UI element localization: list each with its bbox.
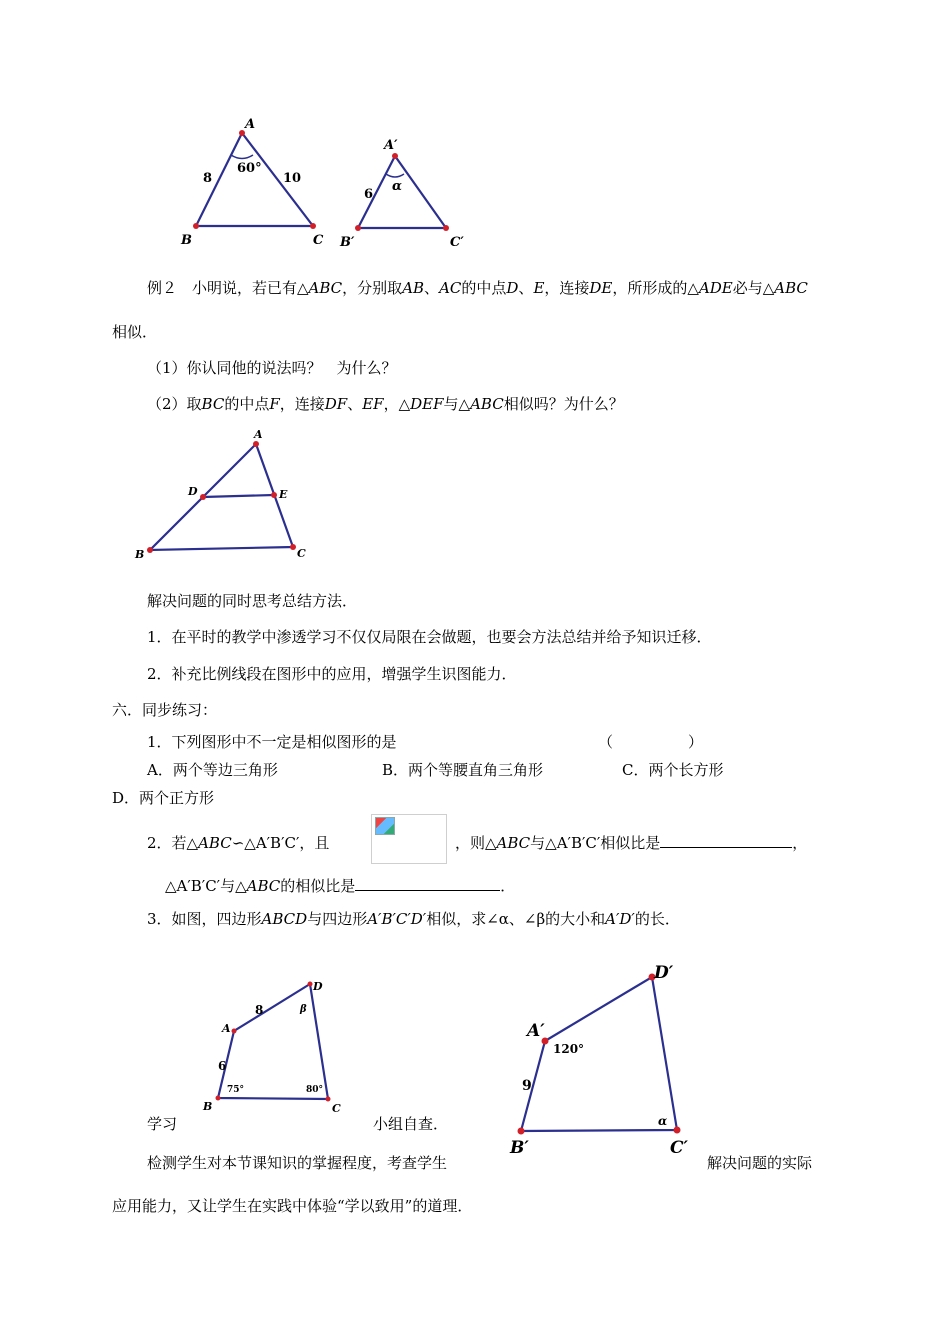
angle-alpha: α <box>392 179 403 194</box>
angle-c-value: 80° <box>306 1085 324 1095</box>
side-ab-prime-length: 6 <box>364 187 374 202</box>
method-point1: 1．在平时的教学中渗透学习不仅仅局限在会做题，也要会方法总结并给予知识迁移． <box>147 628 712 646</box>
side-ab-length: 8 <box>203 171 213 186</box>
vertex-b-prime: B′ <box>340 235 355 250</box>
vertex-b-prime: B′ <box>510 1138 529 1158</box>
angle-b-value: 75° <box>227 1085 245 1095</box>
question1-text: 1．下列图形中不一定是相似图形的是 <box>147 733 397 751</box>
vertex-b: B <box>181 233 192 248</box>
figure-quadrilaterals <box>0 950 950 1170</box>
group-selfcheck: 小组自查． <box>373 1115 449 1133</box>
vertex-a-prime: A′ <box>527 1021 545 1041</box>
question1-answer-paren: （ ） <box>598 733 704 751</box>
image-icon <box>375 817 395 835</box>
assessment-line1: 检测学生对本节课知识的掌握程度，考查学生 <box>147 1154 448 1172</box>
method-point2: 2．补充比例线段在图形中的应用，增强学生识图能力． <box>147 665 517 683</box>
example2-line2: 相似． <box>112 323 158 341</box>
question1-option-b: B．两个等腰直角三角形 <box>382 761 544 779</box>
side-ad-length: 8 <box>255 1003 264 1017</box>
vertex-b: B <box>203 1100 213 1113</box>
section6-heading: 六．同步练习： <box>112 701 218 719</box>
figure-midline-triangle <box>0 420 950 570</box>
angle-a-value: 60° <box>237 161 262 176</box>
vertex-c: C <box>297 547 306 560</box>
vertex-a: A <box>245 117 256 132</box>
example2-question2: （2）取BC的中点F，连接DF、EF，△DEF与△ABC相似吗？为什么？ <box>147 395 624 413</box>
question2-line1-rest: ，则△ABC与△A′B′C′相似比是 ， <box>455 834 808 852</box>
side-ab-prime-length: 9 <box>522 1078 532 1094</box>
example2-question1: （1）你认同他的说法吗？ 为什么？ <box>147 359 397 377</box>
vertex-b: B <box>135 548 145 561</box>
question1-option-d: D．两个正方形 <box>112 789 215 807</box>
vertex-c-prime: C′ <box>670 1138 689 1158</box>
assessment-line1-end: 解决问题的实际 <box>707 1154 813 1172</box>
angle-alpha: α <box>658 1114 668 1128</box>
answer-blank-2[interactable] <box>355 876 500 891</box>
vertex-a: A <box>222 1022 231 1035</box>
angle-a-prime-value: 120° <box>553 1042 585 1056</box>
example2-line1: 例２ 小明说，若已有△ABC，分别取AB、AC的中点D、E，连接DE，所形成的△ADE必与△ABC <box>147 279 808 297</box>
midpoint-e: E <box>279 488 288 501</box>
vertex-a-prime: A′ <box>384 138 398 153</box>
vertex-a: A <box>254 428 263 441</box>
side-ac-length: 10 <box>283 171 302 186</box>
vertex-d-prime: D′ <box>654 963 674 983</box>
midpoint-d: D <box>188 485 198 498</box>
vertex-c: C <box>332 1102 341 1115</box>
answer-blank-1[interactable] <box>660 833 792 848</box>
vertex-c-prime: C′ <box>450 235 464 250</box>
figure-triangles-abc <box>0 0 950 260</box>
angle-beta: β <box>300 1004 307 1015</box>
question3-text: 3．如图，四边形ABCD与四边形A′B′C′D′相似，求∠α、∠β的大小和A′D′的长． <box>147 910 680 928</box>
study-label: 学习 <box>147 1115 178 1133</box>
question2-line2: △A′B′C′与△ABC的相似比是 ． <box>165 877 516 895</box>
side-ab-length: 6 <box>218 1059 227 1073</box>
question1-option-a: A．两个等边三角形 <box>147 761 278 779</box>
vertex-c: C <box>313 233 324 248</box>
assessment-line2: 应用能力，又让学生在实践中体验“学以致用”的道理． <box>112 1197 473 1215</box>
broken-image-placeholder <box>371 814 447 864</box>
method-intro: 解决问题的同时思考总结方法． <box>147 592 358 610</box>
vertex-d: D <box>313 980 323 993</box>
question1-option-c: C．两个长方形 <box>622 761 724 779</box>
question2-line1: 2．若△ABC∽△A′B′C′，且 <box>147 834 330 852</box>
